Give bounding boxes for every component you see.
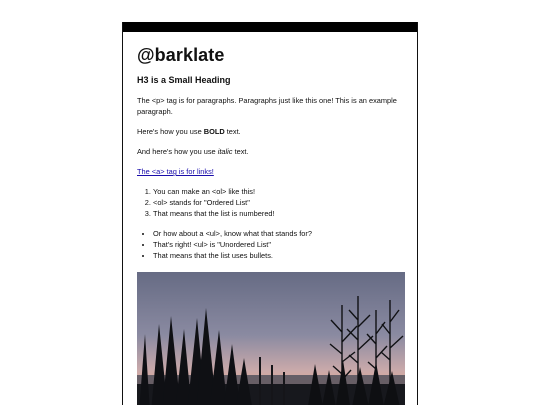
photo-illustration <box>137 272 405 405</box>
italic-prefix: And here's how you use <box>137 147 218 156</box>
ordered-list-item: 1. You can make an <ol> like this! <box>153 186 405 197</box>
content <box>137 44 405 261</box>
bold-text: BOLD <box>203 127 225 136</box>
top-bar <box>123 22 417 32</box>
ordered-list-item: 3. That means that the list is numbered! <box>153 208 405 219</box>
link-paragraph <box>137 166 405 177</box>
italic-example-paragraph <box>137 146 405 157</box>
example-link[interactable]: The <a> tag is for links! <box>137 167 214 176</box>
bold-prefix: Here's how you use <box>137 127 204 136</box>
unordered-list <box>137 228 405 261</box>
example-paragraph: The <p> tag is for paragraphs. Paragraphs just like this one! This is an example paragraph. <box>137 96 397 116</box>
small-heading: H3 is a Small Heading <box>137 75 231 85</box>
italic-suffix: text. <box>232 147 249 156</box>
unordered-list-item: • That's right! <ul> is "Unordered List" <box>153 239 405 250</box>
unordered-list-item: • That means that the list uses bullets. <box>153 250 405 261</box>
italic-text: italic <box>217 147 233 156</box>
sunset-forest-photo <box>137 272 405 405</box>
page-title: @barklate <box>137 45 225 65</box>
bold-suffix: text. <box>224 127 241 136</box>
unordered-list-item: • Or how about a <ul>, know what that stands for? <box>153 228 405 239</box>
bold-example-paragraph <box>137 126 405 137</box>
page-container <box>122 22 418 405</box>
ordered-list-item: 2. <ol> stands for "Ordered List" <box>153 197 405 208</box>
ordered-list <box>137 186 405 219</box>
